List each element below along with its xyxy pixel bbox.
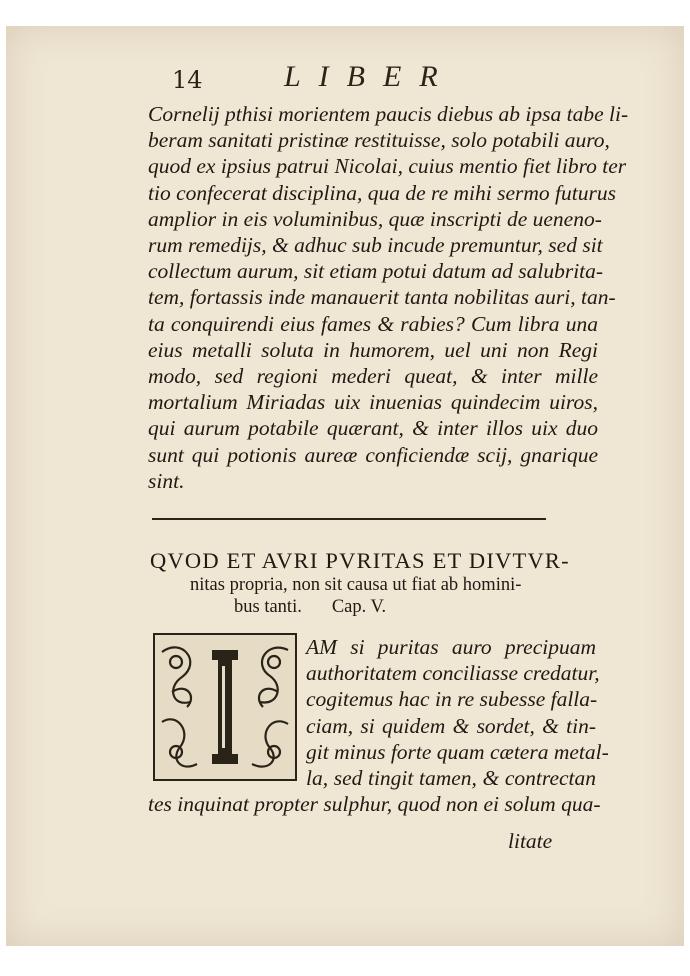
text-line: sint. (148, 468, 185, 493)
text-line: qui aurum potabile quærant, & inter illos uix duo (148, 416, 598, 441)
page-number: 14 (172, 66, 203, 94)
text-line: tes inquinat propter sulphur, quod non ei solum qua- (148, 792, 601, 816)
ornamental-initial-icon (152, 632, 298, 782)
paragraph-1 (148, 101, 629, 494)
paragraph-2-indented (306, 634, 609, 791)
text-line: amplior in eis voluminibus, quæ inscripti de ueneno- (148, 206, 602, 231)
text-line: la, sed tingit tamen, & contrectan (306, 766, 596, 791)
chapter-label: Cap. V. (331, 597, 387, 617)
text-line: Cornelij pthisi morientem paucis diebus ab ipsa tabe li- (148, 102, 629, 126)
chapter-heading-line-3 (234, 597, 600, 618)
text-line: collectum aurum, sit etiam potui datum ad salubrita- (148, 259, 604, 284)
text-line: ciam, si quidem & sordet, & tin- (306, 713, 596, 738)
text-line: cogitemus hac in re subesse falla- (306, 687, 598, 712)
running-title: LIBER (284, 60, 456, 93)
text-line: quod ex ipsius patrui Nicolai, cuius mentio fiet libro ter (148, 154, 627, 179)
chapter-heading (150, 548, 600, 618)
text-line: mortalium Miriadas uix inuenias quindecim uiros, (148, 390, 598, 415)
text-line: AM si puritas auro precipuam (306, 635, 596, 659)
text-line: ta conquirendi eius fames & rabies? Cum libra una (148, 311, 598, 336)
text-line: git minus forte quam cætera metal- (306, 739, 609, 764)
chapter-heading-line-2: nitas propria, non sit causa ut fiat ab homini- (190, 575, 522, 595)
text-line: eius metalli soluta in humorem, uel uni non Regi (148, 337, 598, 362)
paragraph-2-full-width (148, 791, 601, 817)
text-line: sunt qui potionis aureæ conficiendæ scij, gnarique (148, 442, 598, 467)
text-line: beram sanitati pristinæ restituisse, solo potabili auro, (148, 128, 610, 153)
text-line: modo, sed regioni mederi queat, & inter mille (148, 364, 598, 389)
chapter-heading-line-3-text: bus tanti. (234, 597, 302, 617)
chapter-heading-line-1: QVOD ET AVRI PVRITAS ET DIVTVR- (150, 548, 570, 573)
text-line: tio confecerat disciplina, qua de re mihi sermo futurus (148, 180, 616, 205)
text-line: rum remedijs, & adhuc sub incude premuntur, sed sit (148, 233, 603, 258)
section-divider (152, 518, 546, 520)
catchword: litate (508, 829, 553, 853)
decorated-initial (152, 632, 298, 782)
page-header (172, 58, 572, 98)
text-line: authoritatem conciliasse credatur, (306, 661, 600, 686)
text-line: tem, fortassis inde manauerit tanta nobilitas auri, tan- (148, 285, 616, 310)
